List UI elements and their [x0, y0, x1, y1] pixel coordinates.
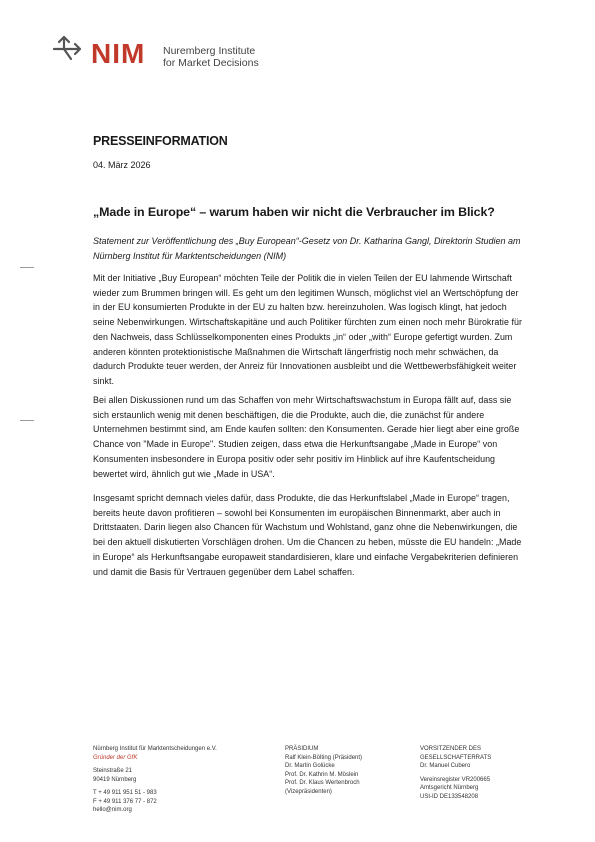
headline: „Made in Europe“ – warum haben wir nicht die Verbraucher im Blick?	[93, 205, 495, 219]
footer-board-member: Prof. Dr. Klaus Wertenbroch	[285, 780, 360, 786]
footer-board-title: PRÄSIDIUM	[285, 746, 319, 752]
footer-email: hello@nim.org	[93, 807, 132, 813]
footer-council-name: Dr. Manuel Cubero	[420, 763, 471, 769]
logo-org-name	[163, 45, 259, 69]
document-label: PRESSEINFORMATION	[93, 134, 228, 148]
fold-mark	[20, 267, 34, 268]
footer-board-role: (Vizepräsidenten)	[285, 788, 332, 795]
body-paragraph: Insgesamt spricht demnach vieles dafür, dass Produkte, die das Herkunftslabel „Made in Europe“ tragen, bereits heute davon profitieren – sowohl bei Konsumenten im europäischen Binnenmarkt, aber auch in Drittstaaten. Darin liegen also Chancen für Wachstum und Wohlstand, ganz ohne die Nebenwirkungen, die bei den aktuell diskutierten Vorschlägen drohen. Um die Chancen zu heben, müsste die EU handeln: „Made in Europe“ als Herkunftsangabe europaweit standardisieren, klare und einfache Vergabekriterien definieren und damit die Basis für Vertrauen gegenüber dem Label schaffen.	[93, 493, 522, 577]
body-paragraph: Bei allen Diskussionen rund um das Schaffen von mehr Wirtschaftswachstum in Europa fällt auf, dass sie sich erstaunlich wenig mit denen beschäftigen, die die Produkte, auch die, die zunächst für andere Unternehmen bestimmt sind, am Ende kaufen sollten: den Konsumenten. Gerade hier liegt aber eine große Chance von "Made in Europe". Studien zeigen, dass etwa die Herkunftsangabe „Made in Europe“ von Konsumenten insbesondere in Europa positiv oder sehr positiv im Hinblick auf ihre Kaufentscheidung bewertet wird, ähnlich gut wie „Made in USA“.	[93, 395, 520, 479]
footer-city: 90419 Nürnberg	[93, 776, 137, 783]
footer-vat: USt-ID DE133548208	[420, 793, 479, 800]
arrow-logo-icon	[52, 33, 88, 69]
fold-mark	[20, 420, 34, 421]
footer-fax: F + 49 911 376 77 - 872	[93, 798, 157, 805]
logo-wordmark: NIM	[91, 38, 146, 69]
logo-org-line-1: Nuremberg Institute	[163, 45, 256, 57]
footer-council-title: VORSITZENDER DES	[420, 746, 482, 752]
footer-org-name: Nürnberg Institut für Marktentscheidungen e.V.	[93, 746, 217, 752]
lead-paragraph: Statement zur Veröffentlichung des „Buy European“-Gesetz von Dr. Katharina Gangl, Direktorin Studien am Nürnberg Institut für Marktentscheidungen (NIM)	[93, 236, 521, 261]
footer-board-member: Prof. Dr. Kathrin M. Möslein	[285, 771, 359, 778]
footer-address	[93, 745, 273, 815]
logo-org-line-2: for Market Decisions	[163, 57, 259, 69]
footer-council	[420, 745, 540, 801]
footer-founder: Gründer der GfK	[93, 754, 138, 761]
footer-council-title: GESELLSCHAFTERRATS	[420, 754, 492, 761]
footer-phone: T + 49 911 951 51 - 983	[93, 790, 157, 796]
footer-register: Vereinsregister VR200665	[420, 776, 491, 783]
footer-board-member: Dr. Martin Golücke	[285, 763, 335, 769]
document-date: 04. März 2026	[93, 160, 151, 170]
footer-board-member: Ralf Klein-Bölting (Präsident)	[285, 754, 363, 761]
footer-court: Amtsgericht Nürnberg	[420, 785, 479, 791]
footer-board	[285, 745, 415, 796]
footer-street: Steinstraße 21	[93, 768, 133, 774]
body-paragraph: Mit der Initiative „Buy European“ möchten Teile der Politik die in vielen Teilen der EU lahmende Wirtschaft wieder zum Brummen bringen will. Es geht um den legitimen Wunsch, möglichst viel an Wertschöpfung der in der EU konsumierten Produkte in der EU zu halten bzw. hereinzuholen. Was logisch klingt, hat jedoch seine Nebenwirkungen. Wirtschaftskapitäne und auch Politiker fürchten zum einen noch mehr Bürokratie für den Nachweis, dass Schlüsselkomponenten eines Produkts „in“ oder „with“ Europe gefertigt wurden. Zum anderen könnten protektionistische Maßnahmen die Wirtschaft längerfristig noch mehr schwächen, da dadurch Produkte teuer werden, der Anreiz für Innovationen ausbleibt und die Wettbewerbsfähigkeit weiter sinkt.	[93, 273, 522, 386]
